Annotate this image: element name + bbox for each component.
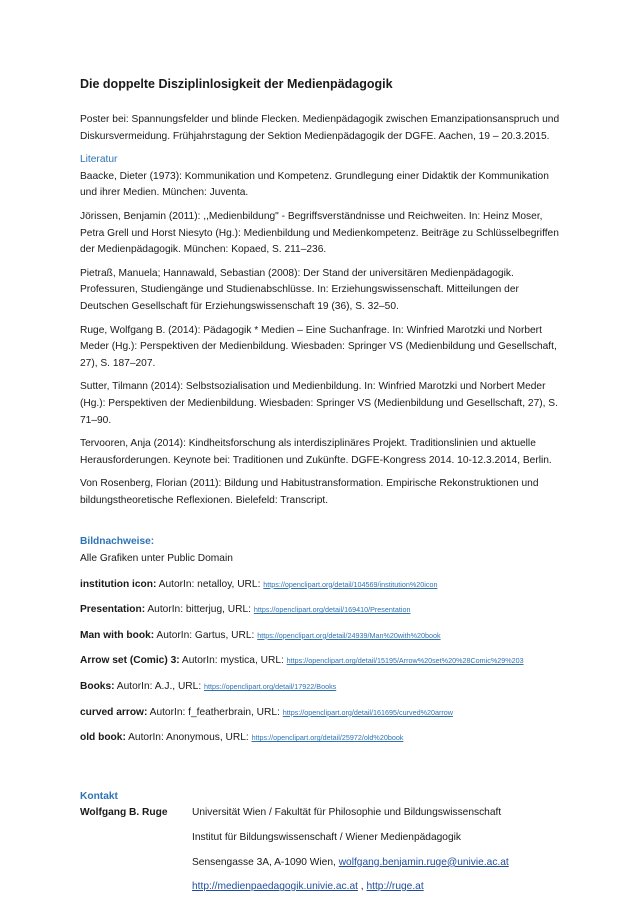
reference-item: Pietraß, Manuela; Hannawald, Sebastian (2008): Der Stand der universitären Medienpädagogik. Professuren, Studiengänge und Studienabschlüsse. In: Erziehungswissenschaft. Mitteilungen der Deutschen Gesellschaft für Erziehungswissenschaft 19 (36), S. 32–50. bbox=[80, 267, 519, 312]
credit-label: Arrow set (Comic) 3: bbox=[80, 655, 180, 667]
link-separator: , bbox=[357, 881, 367, 893]
credit-author: AutorIn: netalloy, URL: bbox=[156, 578, 264, 590]
kontakt-address: Sensengasse 3A, A-1090 Wien, bbox=[192, 856, 339, 868]
credit-item bbox=[80, 730, 560, 747]
kontakt-institute: Institut für Bildungswissenschaft / Wiener Medienpädagogik bbox=[192, 832, 461, 843]
reference-item: Baacke, Dieter (1973): Kommunikation und Kompetenz. Grundlegung einer Didaktik der Kommunikation und ihrer Medien. München: Juventa. bbox=[80, 170, 549, 199]
kontakt-block bbox=[80, 805, 560, 903]
literatur-heading: Literatur bbox=[80, 154, 118, 166]
credit-label: institution icon: bbox=[80, 578, 157, 590]
credit-author: AutorIn: f_featherbrain, URL: bbox=[147, 706, 283, 718]
email-link[interactable]: wolfgang.benjamin.ruge@univie.ac.at bbox=[338, 856, 509, 868]
credit-url-link[interactable]: https://openclipart.org/detail/25972/old%20book bbox=[251, 733, 404, 743]
kontakt-name: Wolfgang B. Ruge bbox=[80, 807, 168, 819]
credit-author: AutorIn: Gartus, URL: bbox=[154, 629, 258, 641]
credit-label: Man with book: bbox=[80, 629, 155, 641]
kontakt-address-line bbox=[192, 855, 509, 872]
kontakt-websites bbox=[192, 879, 509, 896]
credit-url-link[interactable]: https://openclipart.org/detail/169410/Presentation bbox=[253, 605, 411, 615]
credit-label: Presentation: bbox=[80, 604, 146, 616]
credit-author: AutorIn: Anonymous, URL: bbox=[125, 732, 252, 744]
credit-item bbox=[80, 602, 560, 619]
reference-item: Von Rosenberg, Florian (2011): Bildung und Habitustransformation. Empirische Rekonstruktionen und bildungstheoretische Reflexionen. Bielefeld: Transcript. bbox=[80, 478, 539, 506]
credit-url-link[interactable]: https://openclipart.org/detail/161695/curved%20arrow bbox=[282, 707, 453, 717]
credit-list bbox=[80, 577, 560, 747]
reference-list bbox=[80, 169, 560, 510]
reference-item: Jörissen, Benjamin (2011): ,,Medienbildung" - Begriffsverständnisse und Reichweiten. In: Heinz Moser, Petra Grell und Horst Niesyto (Hg.): Medienbildung und Medienkompetenz. Beiträge zu Schlüsselbegriffen der Medienpädagogik. München: Kopaed, S. 211–236. bbox=[80, 210, 559, 256]
document-content bbox=[80, 76, 560, 904]
credit-url-link[interactable]: https://openclipart.org/detail/24939/Man%20with%20book bbox=[257, 630, 441, 640]
website-link[interactable]: http://medienpaedagogik.univie.ac.at bbox=[192, 881, 358, 893]
credit-url-link[interactable]: https://openclipart.org/detail/15195/Arrow%20set%20%28Comic%29%203 bbox=[286, 656, 524, 666]
bildnachweise-heading: Bildnachweise: bbox=[80, 536, 155, 548]
credit-author: AutorIn: A.J., URL: bbox=[114, 681, 204, 693]
credit-author: AutorIn: bitterjug, URL: bbox=[145, 604, 254, 616]
website-link[interactable]: http://ruge.at bbox=[366, 881, 424, 893]
credit-author: AutorIn: mystica, URL: bbox=[179, 655, 287, 667]
document-title: Die doppelte Disziplinlosigkeit der Medienpädagogik bbox=[80, 77, 393, 91]
credit-item bbox=[80, 679, 560, 696]
credit-item bbox=[80, 653, 560, 670]
credit-item bbox=[80, 577, 560, 594]
bildnachweise-intro: Alle Grafiken unter Public Domain bbox=[80, 553, 233, 565]
poster-info: Poster bei: Spannungsfelder und blinde Flecken. Medienpädagogik zwischen Emanzipationsanspruch und Diskursvermeidung. Frühjahrstagung der Sektion Medienpädagogik der DGFE. Aachen, 19 – 20.3.2015. bbox=[80, 114, 560, 142]
reference-item: Tervooren, Anja (2014): Kindheitsforschung als interdisziplinäres Projekt. Traditionslinien und aktuelle Herausforderungen. Keynote bei: Traditionen und Zukünfte. DGFE-Kongress 2014. 10-12.3.2014, Berlin. bbox=[80, 438, 552, 466]
credit-item bbox=[80, 705, 560, 722]
credit-label: Books: bbox=[80, 681, 115, 693]
reference-item: Ruge, Wolfgang B. (2014): Pädagogik * Medien – Eine Suchanfrage. In: Winfried Marotzki und Norbert Meder (Hg.): Perspektiven der Medienbildung. Wiesbaden: Springer VS (Medienbildung und Gesellschaft, 27), S. 187–207. bbox=[80, 324, 557, 369]
credit-item bbox=[80, 628, 560, 645]
credit-url-link[interactable]: https://openclipart.org/detail/104569/institution%20icon bbox=[263, 579, 438, 589]
credit-label: old book: bbox=[80, 732, 126, 744]
kontakt-affiliation: Universität Wien / Fakultät für Philosophie und Bildungswissenschaft bbox=[192, 807, 502, 819]
credit-label: curved arrow: bbox=[80, 706, 148, 718]
credit-url-link[interactable]: https://openclipart.org/detail/17922/Books bbox=[204, 682, 337, 692]
kontakt-heading: Kontakt bbox=[80, 790, 118, 802]
reference-item: Sutter, Tilmann (2014): Selbstsozialisation und Medienbildung. In: Winfried Marotzki und Norbert Meder (Hg.): Perspektiven der Medienbildung. Wiesbaden: Springer VS (Medienbildung und Gesellschaft, 27), S. 71–90. bbox=[80, 381, 558, 426]
kontakt-details bbox=[192, 805, 509, 903]
